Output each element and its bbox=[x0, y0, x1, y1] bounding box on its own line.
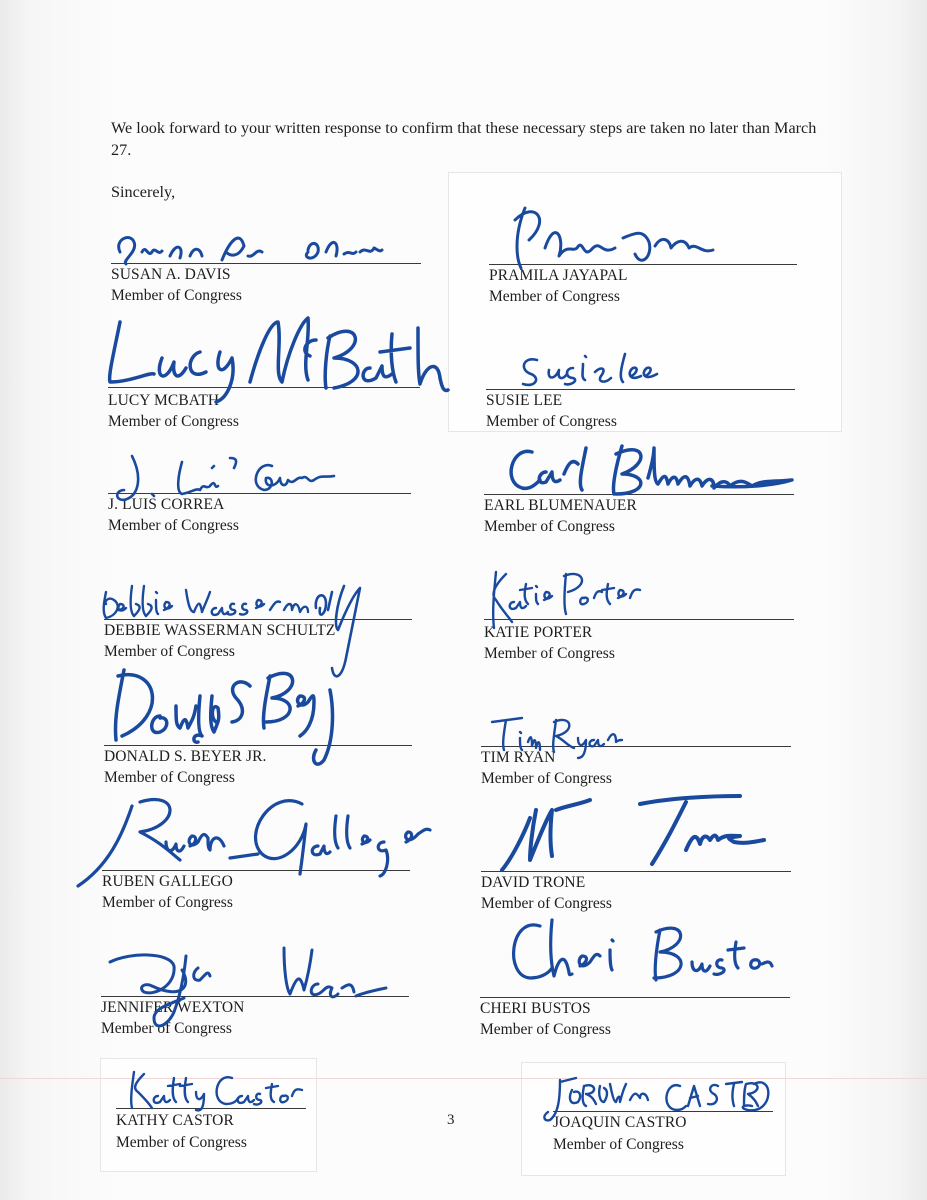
signatory-name: DONALD S. BEYER JR. bbox=[104, 748, 267, 765]
signature-gallego bbox=[66, 786, 446, 896]
signature-bustos bbox=[500, 912, 780, 1002]
signatory-title: Member of Congress bbox=[116, 1134, 247, 1151]
signatory-name: CHERI BUSTOS bbox=[480, 1000, 591, 1017]
signature-mcbath bbox=[80, 312, 450, 412]
signatory-name: PRAMILA JAYAPAL bbox=[489, 267, 628, 284]
signatory-title: Member of Congress bbox=[553, 1136, 684, 1153]
signatory-title: Member of Congress bbox=[484, 645, 615, 662]
signature-ryan bbox=[484, 712, 624, 757]
signature-correa bbox=[112, 448, 362, 508]
signatory-name: TIM RYAN bbox=[481, 749, 556, 766]
signatory-title: Member of Congress bbox=[108, 517, 239, 534]
signatory-title: Member of Congress bbox=[486, 413, 617, 430]
signatory-name: SUSIE LEE bbox=[486, 392, 563, 409]
signatory-title: Member of Congress bbox=[481, 770, 612, 787]
signatory-name: DEBBIE WASSERMAN SCHULTZ bbox=[104, 622, 336, 639]
signatory-name: LUCY MCBATH bbox=[108, 392, 220, 409]
signatory-name: EARL BLUMENAUER bbox=[484, 497, 637, 514]
signature-davis bbox=[112, 222, 392, 270]
signatory-name: DAVID TRONE bbox=[481, 874, 586, 891]
signatory-title: Member of Congress bbox=[489, 288, 620, 305]
signature-blumenauer bbox=[502, 438, 812, 508]
signatory-name: KATHY CASTOR bbox=[116, 1112, 234, 1129]
signatory-title: Member of Congress bbox=[481, 895, 612, 912]
signatory-title: Member of Congress bbox=[104, 769, 235, 786]
signature-castor bbox=[120, 1064, 310, 1114]
signature-jayapal bbox=[505, 198, 725, 278]
signatory-title: Member of Congress bbox=[102, 894, 233, 911]
signatory-name: SUSAN A. DAVIS bbox=[111, 266, 231, 283]
signatory-name: RUBEN GALLEGO bbox=[102, 873, 233, 890]
signature-beyer bbox=[100, 656, 360, 786]
signatory-name: JENNIFER WEXTON bbox=[101, 999, 245, 1016]
signature-lee bbox=[515, 350, 685, 390]
signatory-title: Member of Congress bbox=[101, 1020, 232, 1037]
signatory-name: JOAQUIN CASTRO bbox=[553, 1114, 687, 1131]
signature-wexton bbox=[98, 938, 398, 1048]
signatory-title: Member of Congress bbox=[104, 643, 235, 660]
signatory-title: Member of Congress bbox=[111, 287, 242, 304]
page-number: 3 bbox=[447, 1112, 455, 1128]
signatory-title: Member of Congress bbox=[480, 1021, 611, 1038]
signatory-name: KATIE PORTER bbox=[484, 624, 593, 641]
signatory-title: Member of Congress bbox=[108, 413, 239, 430]
signatory-title: Member of Congress bbox=[484, 518, 615, 535]
signatory-name: J. LUIS CORREA bbox=[108, 496, 225, 513]
signature-trone bbox=[490, 790, 780, 880]
signature-porter bbox=[470, 564, 650, 634]
letter-body: We look forward to your written response to confirm that these necessary steps are taken no later than March 27. bbox=[111, 119, 817, 159]
signature-castro bbox=[540, 1070, 780, 1130]
letter-closing: Sincerely, bbox=[111, 183, 176, 201]
